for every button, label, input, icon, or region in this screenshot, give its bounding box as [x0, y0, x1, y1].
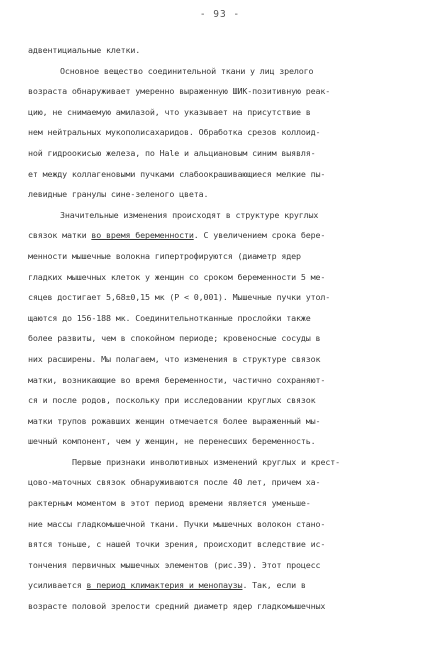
text-line: связок матки во время беременности. С увеличением срока бере- [28, 230, 326, 241]
text-line: менности мышечные волокна гипертрофируются (диаметр ядер [28, 250, 301, 261]
text-line: усиливается в период климактерия и менопаузы. Так, если в [28, 580, 306, 591]
text-line: сяцев достигает 5,68±0,15 мк (Р < 0,001). Мышечные пучки утол- [28, 292, 331, 303]
text-line: них расширены. Мы полагаем, что изменения в структуре связок [28, 353, 321, 364]
text-line: шечный компонент, чем у женщин, не перенесших беременность. [28, 436, 316, 447]
page-number: - 93 - [199, 9, 241, 20]
text-line: ет между коллагеновыми пучками слабоокрашивающиеся мелкие пы- [28, 168, 326, 179]
text-line: цово-маточных связок обнаруживаются после 40 лет, причем ха- [28, 477, 321, 488]
text-line: ной гидроокисью железа, по Hale и альциановым синим выявля- [28, 147, 316, 158]
text-line: вятся тоньше, с нашей точки зрения, происходит вследствие ис- [28, 539, 326, 550]
text-line: гладких мышечных клеток у женщин со сроком беременности 5 ме- [28, 271, 326, 282]
text-line: матки трупов рожавших женщин отмечается более выраженный мы- [28, 415, 321, 426]
text-line: Значительные изменения происходят в структуре круглых [60, 209, 319, 220]
text-line: матки, возникающие во время беременности, частично сохраняют- [28, 374, 326, 385]
text-line: более развиты, чем в спокойном периоде; кровеносные сосуды в [28, 333, 321, 344]
text-line: Первые признаки инволютивных изменений круглых и крест- [72, 456, 341, 467]
text-line: ся и после родов, поскольку при исследовании круглых связок [28, 395, 316, 406]
text-line: адвентициальные клетки. [28, 45, 141, 55]
text-line: Основное вещество соединительной ткани у лиц зрелого [60, 65, 314, 76]
text-line: нем нейтральных мукополисахаридов. Обработка срезов коллоид- [28, 127, 321, 138]
text-line: левидные гранулы сине-зеленого цвета. [28, 189, 209, 200]
text-line: тончения первичных мышечных элементов (рис.39). Этот процесс [28, 559, 321, 570]
text-line: цию, не снимаемую амилазой, что указывает на присутствие в [28, 106, 311, 117]
text-line: возраста обнаруживает умеренно выраженную ШИК-позитивную реак- [28, 86, 331, 97]
body-text [28, 40, 424, 617]
text-line: рактерным моментом в этот период времени является уменьше- [28, 498, 311, 509]
text-line: щаются до 156-188 мк. Соединительнотканные прослойки также [28, 312, 311, 323]
text-line: ние массы гладкомышечной ткани. Пучки мышечных волокон стано- [28, 518, 326, 529]
text-line: возрасте половой зрелости средний диаметр ядер гладкомышечных [28, 601, 326, 612]
